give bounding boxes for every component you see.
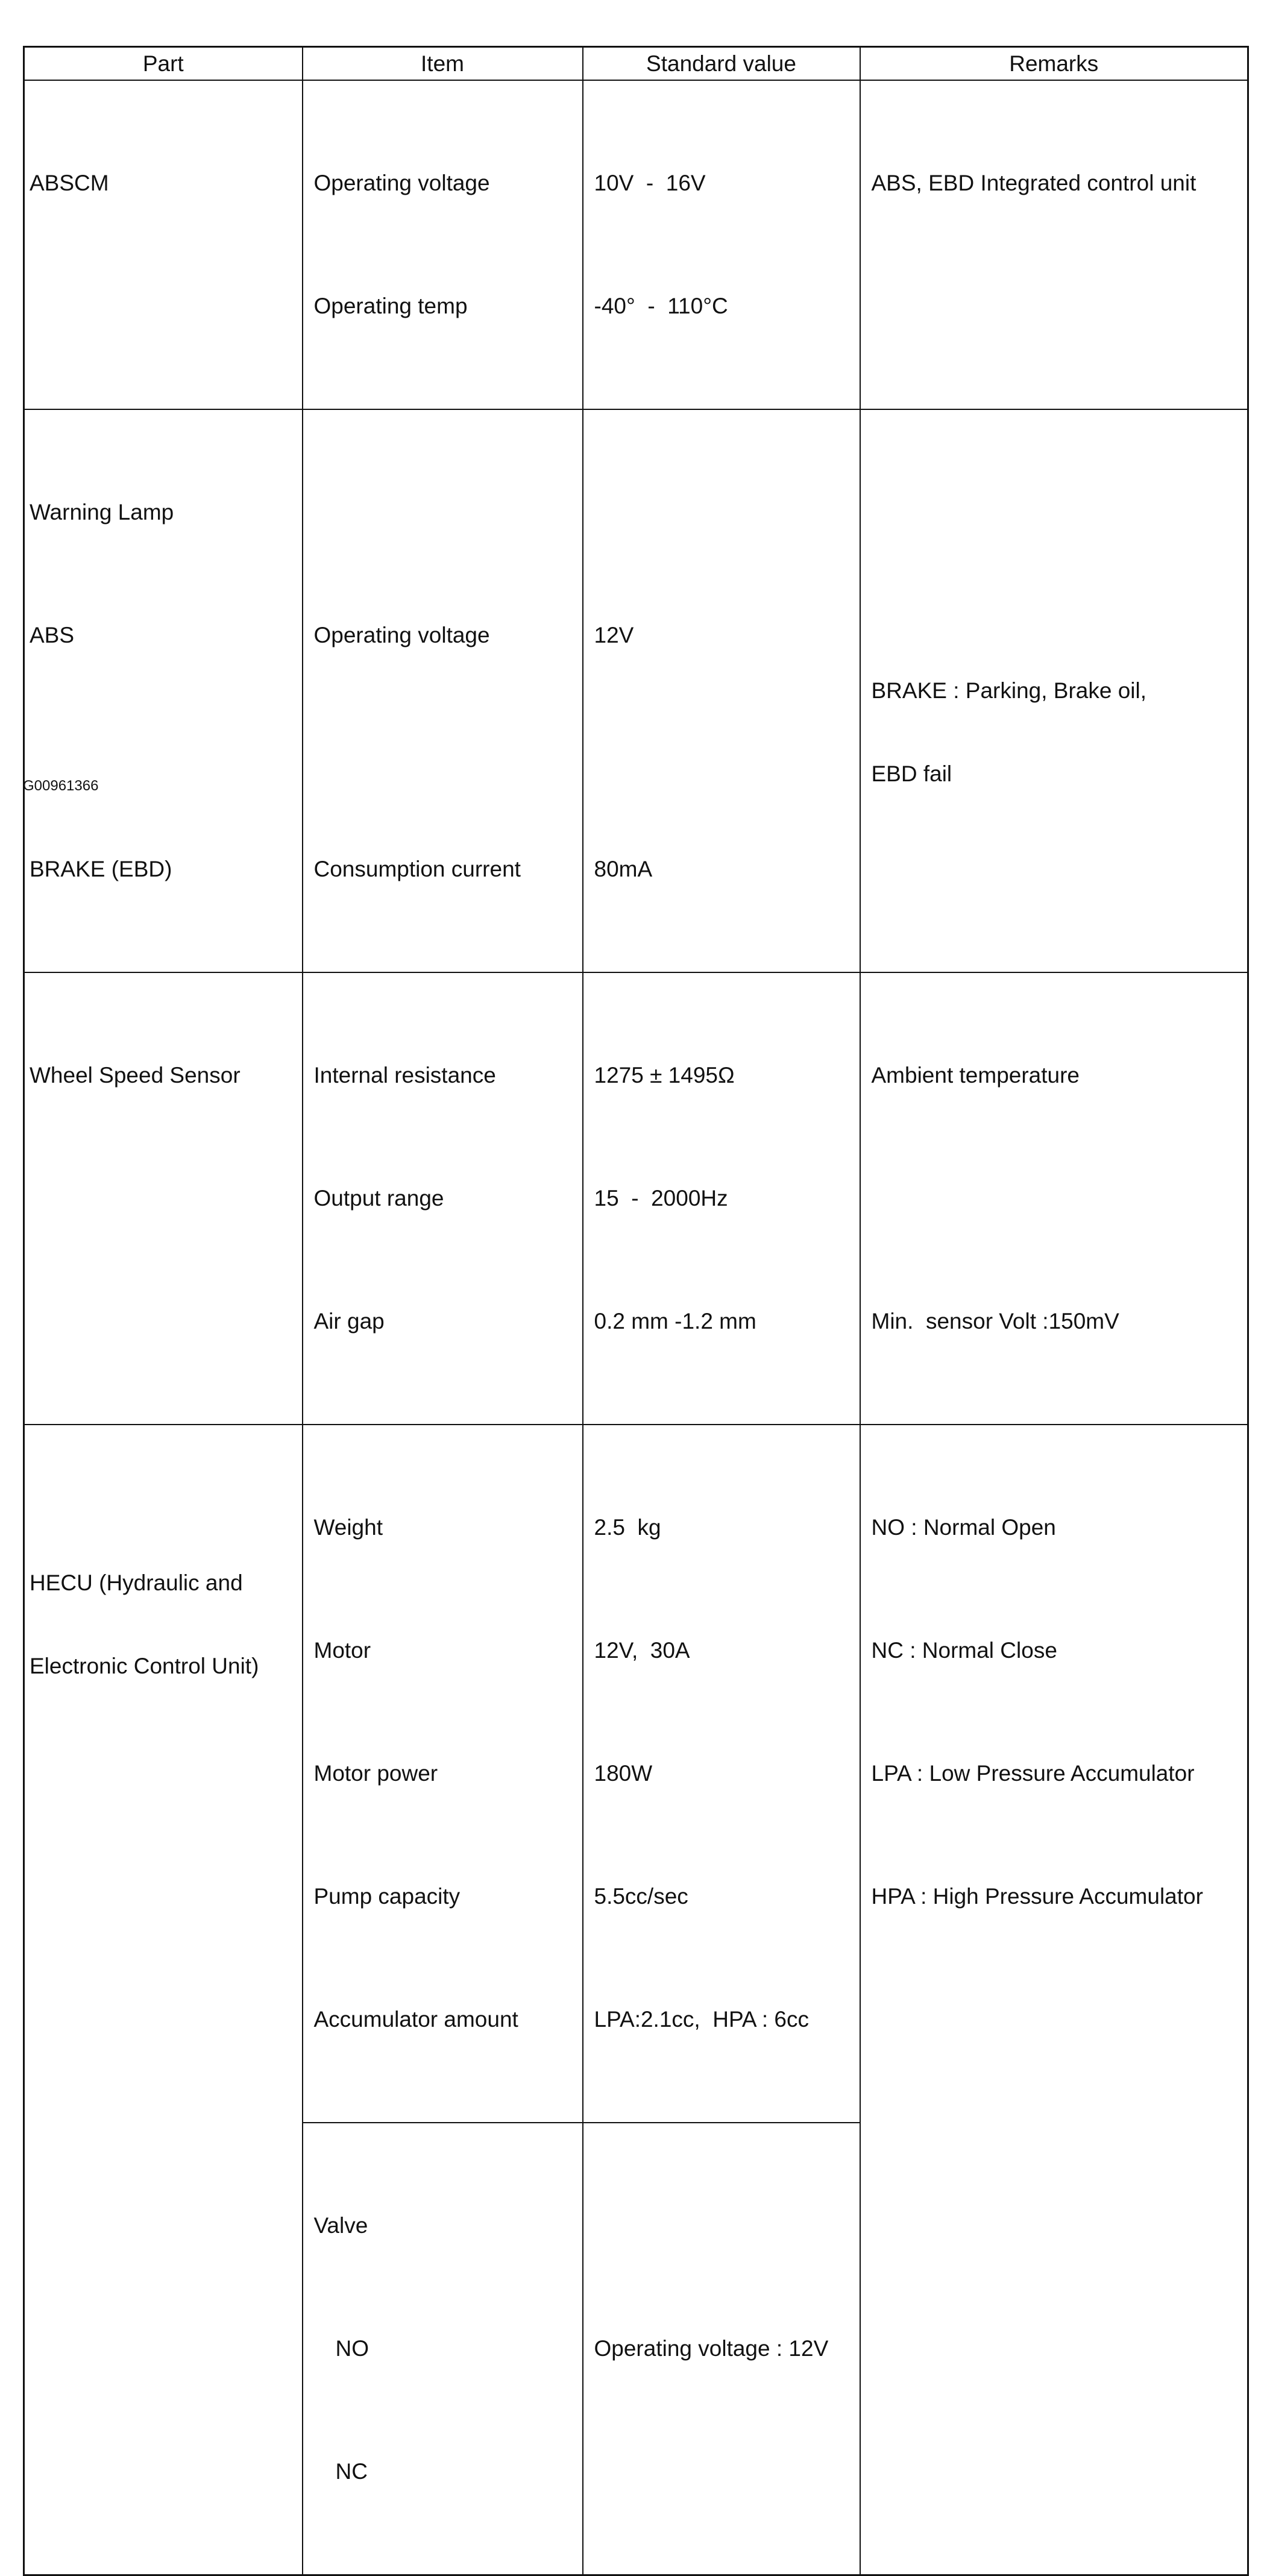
part-cell-hecu xyxy=(24,1425,303,2575)
item-text: Consumption current xyxy=(313,857,521,881)
item-text: Operating temp xyxy=(313,294,468,318)
value-text: 2.5 kg xyxy=(594,1515,661,1540)
item-text: Output range xyxy=(313,1186,444,1211)
value-text: 180W xyxy=(594,1761,653,1786)
remarks-cell-abscm xyxy=(860,80,1248,409)
item-text: Air gap xyxy=(313,1309,385,1334)
figure-id: G00961366 xyxy=(23,778,99,794)
item-text: Accumulator amount xyxy=(313,2007,518,2032)
value-cell-abscm xyxy=(583,80,860,409)
part-label: Wheel Speed Sensor xyxy=(30,1063,241,1088)
item-text: Operating voltage xyxy=(313,171,490,195)
part-label: Electronic Control Unit) xyxy=(30,1654,259,1678)
value-cell-hecu xyxy=(583,1425,860,2123)
header-remarks: Remarks xyxy=(860,47,1248,81)
header-row xyxy=(24,47,1248,81)
remarks-cell-wheel-speed-sensor xyxy=(860,972,1248,1425)
remarks-cell-hecu xyxy=(860,1425,1248,2575)
part-cell-warning-lamp xyxy=(24,409,303,972)
remarks-text: Ambient temperature xyxy=(871,1063,1080,1088)
item-text: NC xyxy=(335,2459,368,2484)
part-label: ABSCM xyxy=(30,171,109,195)
part-label: BRAKE (EBD) xyxy=(30,857,172,881)
value-text: 0.2 mm -1.2 mm xyxy=(594,1309,756,1334)
part-cell-wheel-speed-sensor xyxy=(24,972,303,1425)
value-text: Operating voltage : 12V xyxy=(594,2336,829,2361)
item-text: Motor xyxy=(313,1638,371,1663)
item-text: Valve xyxy=(313,2213,368,2238)
part-label: ABS xyxy=(30,623,75,647)
value-cell-valve xyxy=(583,2123,860,2575)
remarks-text: NO : Normal Open xyxy=(871,1515,1056,1540)
remarks-text: EBD fail xyxy=(871,761,952,786)
spec-table xyxy=(23,46,1249,2576)
value-cell-wheel-speed-sensor xyxy=(583,972,860,1425)
item-cell-valve xyxy=(303,2123,583,2575)
remarks-text: LPA : Low Pressure Accumulator xyxy=(871,1761,1195,1786)
header-standard-value: Standard value xyxy=(583,47,860,81)
item-text: Operating voltage xyxy=(313,623,490,647)
table-row-hecu xyxy=(24,1425,1248,2123)
item-cell-abscm xyxy=(303,80,583,409)
value-text: 1275 ± 1495Ω xyxy=(594,1063,735,1088)
remarks-text: BRAKE : Parking, Brake oil, xyxy=(871,678,1147,703)
item-text: Weight xyxy=(313,1515,383,1540)
value-text: 15 - 2000Hz xyxy=(594,1186,728,1211)
part-label: Warning Lamp xyxy=(30,500,174,524)
remarks-cell-warning-lamp xyxy=(860,409,1248,972)
header-item: Item xyxy=(303,47,583,81)
value-text: 80mA xyxy=(594,857,653,881)
value-text: -40° - 110°C xyxy=(594,294,728,318)
item-cell-warning-lamp xyxy=(303,409,583,972)
item-text: Pump capacity xyxy=(313,1884,461,1909)
header-part: Part xyxy=(24,47,303,81)
table-row-wheel-speed-sensor xyxy=(24,972,1248,1425)
remarks-text: Min. sensor Volt :150mV xyxy=(871,1309,1119,1334)
item-text: Motor power xyxy=(313,1761,438,1786)
value-text: 10V - 16V xyxy=(594,171,706,195)
item-text: Internal resistance xyxy=(313,1063,496,1088)
remarks-text: HPA : High Pressure Accumulator xyxy=(871,1884,1203,1909)
table-row-abscm xyxy=(24,80,1248,409)
value-text: 12V, 30A xyxy=(594,1638,690,1663)
value-text: 5.5cc/sec xyxy=(594,1884,688,1909)
value-text: LPA:2.1cc, HPA : 6cc xyxy=(594,2007,809,2032)
item-cell-wheel-speed-sensor xyxy=(303,972,583,1425)
part-cell-abscm xyxy=(24,80,303,409)
part-label: HECU (Hydraulic and xyxy=(30,1570,243,1595)
item-cell-hecu xyxy=(303,1425,583,2123)
table-row-warning-lamp xyxy=(24,409,1248,972)
value-cell-warning-lamp xyxy=(583,409,860,972)
item-text: NO xyxy=(335,2336,369,2361)
remarks-text: ABS, EBD Integrated control unit xyxy=(871,171,1196,195)
value-text: 12V xyxy=(594,623,634,647)
remarks-text: NC : Normal Close xyxy=(871,1638,1057,1663)
